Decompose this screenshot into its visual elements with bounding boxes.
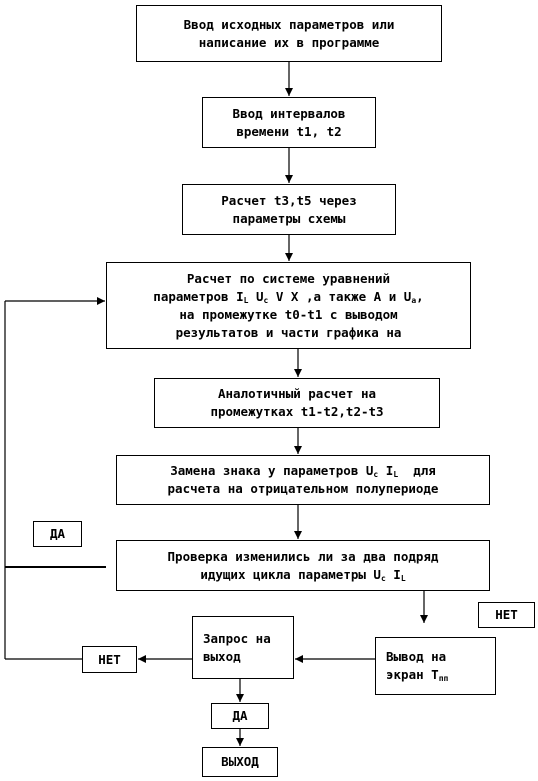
exit-query-line2: выход [203, 648, 241, 664]
da-lower-text: ДА [232, 708, 248, 723]
check-cycle-block [116, 540, 490, 591]
system-calc-line4: результатов и части графика на [175, 324, 402, 340]
check-cycle-line2: идущих цикла параметры $U_c$ $I_L$ [200, 566, 406, 583]
analytic-calc-block [154, 378, 440, 428]
da-upper-text: ДА [49, 526, 66, 541]
screen-output-block [375, 637, 496, 695]
calc-t3-t5-block [182, 184, 396, 235]
da-label-upper [33, 521, 82, 547]
net-left-text: НЕТ [98, 651, 121, 667]
exit-query-line1: Запрос на [203, 630, 271, 646]
net-right-text: НЕТ [495, 607, 518, 622]
time-intervals-line1: Ввод интервалов [232, 105, 346, 121]
net-label-left [82, 646, 137, 673]
analytic-calc-line1: Аналотичный расчет на [217, 386, 377, 401]
time-intervals-line2: времени t1, t2 [236, 123, 342, 139]
screen-output-line1: Вывод на [386, 649, 447, 664]
sign-change-block [116, 455, 490, 505]
net-label-right [478, 602, 535, 628]
exit-block [202, 747, 278, 777]
system-calc-line1: Расчет по системе уравнений [186, 270, 391, 286]
exit-query-block [192, 616, 294, 679]
analytic-calc-line2: промежутках t1-t2,t2-t3 [210, 404, 384, 419]
check-cycle-line1: Проверка изменились ли за два подряд [167, 548, 439, 564]
system-calc-line3: на промежутке t0-t1 с выводом [179, 306, 398, 322]
sign-change-line2: расчета на отрицательном полупериоде [167, 481, 439, 496]
system-calc-block [106, 262, 471, 349]
system-calc-line2: параметров $I_L$ $U_c$ V X ,а также A и $U_a$, [153, 288, 424, 305]
input-params-block [136, 5, 442, 62]
calc-t3-t5-line2: параметры схемы [232, 210, 346, 226]
input-params-line1: Ввод исходных параметров или [183, 16, 395, 32]
sign-change-line1: Замена знака у параметров $U_c$ $I_L$ для [170, 463, 436, 479]
da-label-lower [211, 703, 269, 729]
time-intervals-block [202, 97, 376, 148]
calc-t3-t5-line1: Расчет t3,t5 через [221, 192, 357, 208]
screen-output-line2: экран $T_{пп}$ [386, 667, 449, 683]
exit-text: ВЫХОД [221, 754, 259, 769]
input-params-line2: написание их в программе [198, 34, 380, 50]
